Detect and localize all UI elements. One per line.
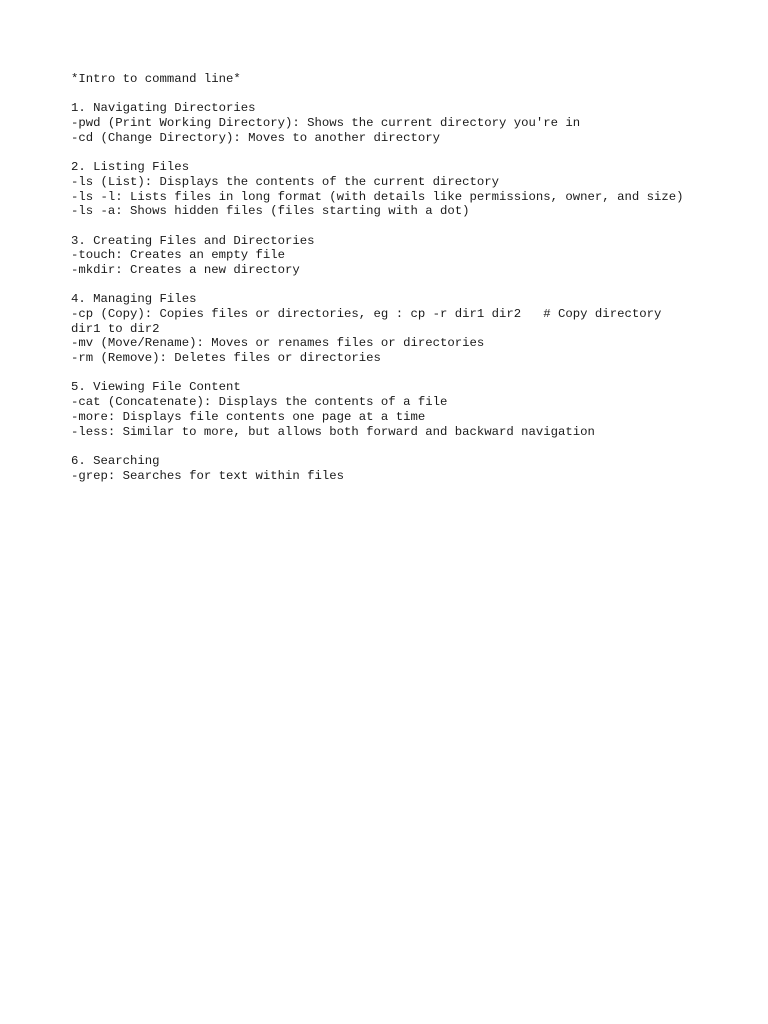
section-listing-files [71,160,711,219]
section-line: -touch: Creates an empty file [71,248,286,263]
section-heading: 6. Searching [71,453,160,468]
section-viewing-file-content [71,380,711,439]
section-heading: 1. Navigating Directories [71,101,256,116]
section-heading: 5. Viewing File Content [71,380,241,395]
section-line: -cd (Change Directory): Moves to another directory [71,130,440,145]
section-line: dir1 to dir2 [71,321,160,336]
section-line: -ls (List): Displays the contents of the current directory [71,174,500,189]
section-line: -rm (Remove): Deletes files or directories [71,351,381,366]
section-line: -grep: Searches for text within files [71,468,345,483]
section-line: -ls -a: Shows hidden files (files starting with a dot) [71,204,470,219]
section-line: -pwd (Print Working Directory): Shows the current directory you're in [71,116,581,131]
document-title: *Intro to command line* [71,72,241,86]
section-line: -less: Similar to more, but allows both forward and backward navigation [71,424,595,439]
section-heading: 4. Managing Files [71,292,197,307]
section-line: -more: Displays file contents one page at a time [71,409,426,424]
section-line: -mkdir: Creates a new directory [71,262,300,277]
section-searching [71,454,711,483]
section-line: -ls -l: Lists files in long format (with details like permissions, owner, and size) [71,189,684,204]
section-line: -cp (Copy): Copies files or directories, eg : cp -r dir1 dir2 # Copy directory [71,307,662,321]
section-managing-files [71,292,711,365]
section-line: -mv (Move/Rename): Moves or renames files or directories [71,336,485,351]
section-creating-files [71,234,711,278]
section-navigating-directories [71,101,711,145]
section-heading: 3. Creating Files and Directories [71,233,315,248]
section-heading: 2. Listing Files [71,160,190,175]
document-body [71,72,711,483]
section-line: -cat (Concatenate): Displays the contents of a file [71,395,448,410]
